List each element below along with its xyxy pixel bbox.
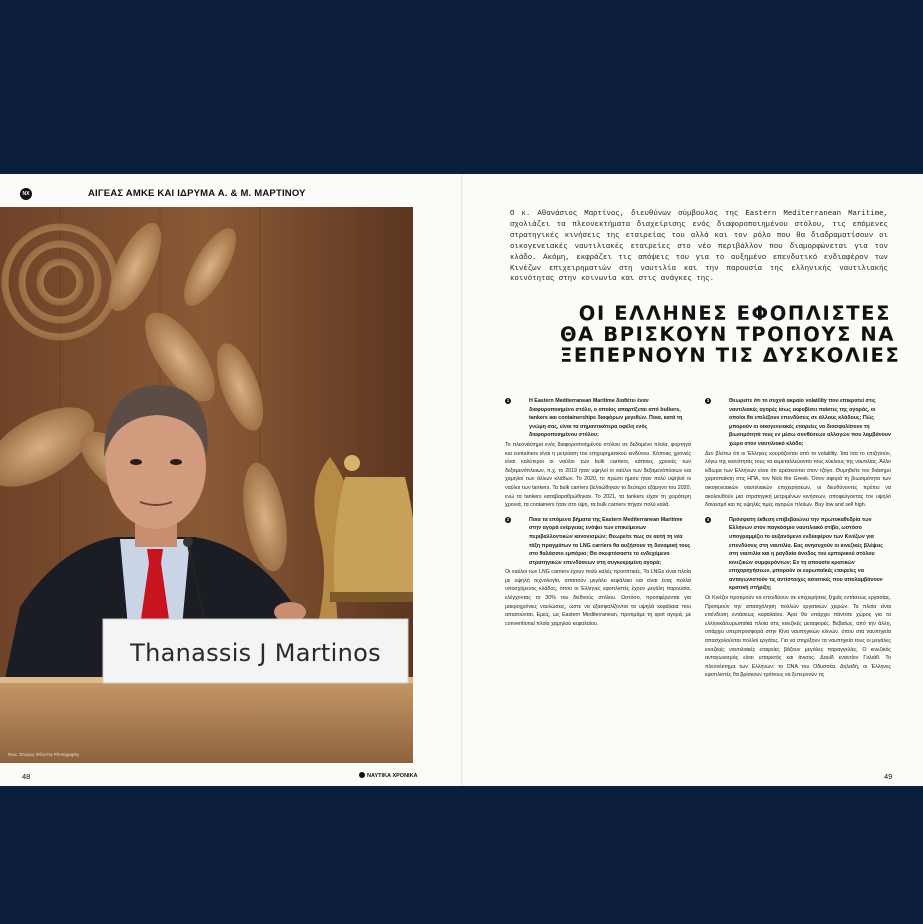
question: 4 Πρόσφατη έκθεση επιβεβαιώνει την πρωτοκαθεδρία των Ελλήνων στον παγκόσμιο ναυτιλιακό στίβο, ωστόσο υπογραμμίζει το αυξανόμενο ενδιαφέρον των Κινέζων για επενδύσεις στη ναυτιλία. Εας ανησυχούν οι κινεζικές βλέψεις στη ναυτιλία και η ραγδαία άνοδος του εμπορικού στόλου κινεζικών συμφερόντων; Εν τη απουσία κρατικών επιχορηγήσεων, μπορούν οι ευρωπαϊκές εταιρείες να ανταγωνιστούν τις αντίστοιχες ασιατικές που απολαμβάνουν κρατική στήριξη;	[706, 516, 884, 592]
page-number-right: 49	[884, 772, 893, 781]
page-header: ΑΙΓΕΑΣ ΑΜΚΕ ΚΑΙ ΙΔΡΥΜΑ Α. & Μ. ΜΑΡΤΙΝΟΥ	[88, 188, 306, 199]
page-number-left: 48	[22, 772, 31, 781]
photo-illustration	[0, 207, 413, 763]
answer: Οι Κινέζοι προτιμούν να επενδύουν σε επιχειρήσεις ξηράς εντάσεως εργασίας. Προτιμούν την απασχόληση πολλών εργατικών χειρών. Τα πλοία είναι επένδυση εντάσεως κεφαλαίου. Άρα θα υπάρχει πάντοτε χώρος για τα ελληνικά/ευρωπαϊκά πλοία στις κινεζικές μεταφορές. Βεβαίως, από την άλλη, υπάρχει υπερπροσφορά στην Κίνα ναυπηγικών κλινών, όπου στα ναυπηγεία απασχολούνται πολλοί εργάτες. Για να στηρίξουν τα ναυπηγεία τους οι μεγάλες κινεζικές ναυτιλιακές εταιρείες βάζουν μεγάλες παραγγελίες. Ο κινεζικός ανταγωνισμός είναι υπαρκτός και άνισος. Δαυίδ εναντίον Γολιάθ. Το πλεονέκτημα των Ελλήνων: το DNA του Οδυσσέα. Δηλαδή, οι Έλληνες εφοπλιστές θα βρίσκουν τρόπους να ξεπερνούν τις	[705, 595, 891, 679]
number-bullet-icon: 2	[506, 516, 510, 522]
magazine-name-text: ΝΑΥΤΙΚΑ ΧΡΟΝΙΚΑ	[367, 773, 418, 779]
text-column-right	[705, 397, 891, 686]
magazine-logo-icon: NX	[20, 188, 32, 200]
portrait-photo	[0, 207, 413, 763]
question: 3 Θεωρείτε ότι το συχνά ακραίο volatility που επικρατεί στις ναυτιλιακές αγορές ίσως εκφοβίσει παίκτες της αγοράς, οι οποίοι θα επιλέξουν επενδύσεις σε άλλους κλάδους; Πώς μπορούν οι οικογενειακές εταιρείες να διασφαλίσουν τη βιωσιμότητά τους εν μέσω συνθέσεων αλλαγών που λαμβάνουν χώρα στον ναυτιλιακό κλάδο;	[706, 398, 891, 447]
qa-block	[505, 516, 691, 629]
nameplate-text: Thanassis J Martinos	[130, 639, 381, 667]
gutter	[461, 174, 463, 786]
qa-block	[705, 397, 891, 510]
magazine-spread	[0, 174, 923, 786]
article-title	[560, 302, 901, 367]
question: 1 Η Eastern Mediterranean Maritime διαθέτει έναν διαφοροποιημένο στόλο, ο οποίος απαρτίζεται από bulkers, tankers και containerships διαφόρων μεγεθών. Ποια, κατά τη γνώμη σας, είναι τα σημαντικότερα οφέλη ενός διαφοροποιημένου στόλου;	[506, 398, 683, 439]
number-bullet-icon: 1	[506, 398, 510, 403]
answer: Το πλεονέκτημα ενός διαφοροποιημένου στόλου σε δεδομένο πλοία, φορτηγά και containers είναι η μετρίαση του επιχειρηματικού κινδύνου. Κάποιες χρονιές είναι καλύτεροι οι ναύλοι των bulk carriers, κάποιες χρονιές των δεξαμενόπλοιων, π.χ. το 2019 ήταν υψηλοί οι ναύλοι των δεξαμενόπλοιων και χαμηλοί των άλλων κλάδων. Το 2020, το πρώτο ήμισυ ήταν πολύ υψηλοί οι ναύλοι των tankers. Τα bulk carriers βελτιώθηκαν το δεύτερο εξάμηνο του 2020, ενώ τα tankers καταβαραθρώθηκαν. Το 2021, τα tankers είχαν τη χειρότερη χρονιά, τα containers ήταν στο ύψη, τα bulk carriers πήγαν πολύ καλά.	[505, 441, 691, 509]
intro-paragraph: Ο κ. Αθανάσιος Μαρτίνος, διευθύνων σύμβουλος της Eastern Mediterranean Maritime, σχολιάζει τα πλεονεκτήματα διαχείρισης ενός διαφοροποιημένου στόλου, τις επόμενες στρατηγικές κινήσεις της εταιρείας του αλλά και τον ρόλο που θα διαδραματίσουν οι οικογενειακές ναυτιλιακές εταιρείες στο νέο περιβάλλον που διαμορφώνεται για τον κλάδο. Ακόμη, εκφράζει τις απόψεις του για το αυξημένο επενδυτικό ενδιαφέρον των Κινέζων επιχειρηματιών στη ναυτιλία και την παρουσία της ελληνικής ναυτιλιακής κοινότητας στην κοινωνία και στις ανάγκες της.	[510, 210, 888, 284]
photo-credit: Φωτ. Σπύρος Φίλιππα Photography	[8, 752, 80, 757]
qa-block	[505, 397, 691, 510]
answer: Δεν βλέπω ότι οι Έλληνες κουράζονται από το volatility. Ίσα ίσα το επιζητούν, λόγω της ικανότητάς τους να εκμεταλλεύονται τους κύκλους της ναυτιλίας. Άλλο είδωμα των Ελλήνων είναι ότι αρέσκονται στον τζόγο. Θυμηθείτε τον διάσημο χαρτοπαίκτη στις ΗΠΑ, τον Nick the Greek. Όσον αφορά τη βιωσιμότητα των οικογενειακών ναυτιλιακών επιχειρήσεων, οι διευθύνοντες πρέπει να ακολουθούν μια στρατηγική μετριμένων κινήσεων, αποφεύγοντας τον υψηλό δανεισμό και τις υψηλές τιμές αγορών πλοίων. Buy low and sell high.	[705, 450, 891, 509]
qa-block	[705, 516, 891, 680]
title-line: ΞΕΠΕΡΝΟΥΝ ΤΙΣ ΔΥΣΚΟΛΙΕΣ	[560, 344, 901, 367]
number-bullet-icon: 3	[706, 398, 710, 403]
text-column-left	[505, 397, 691, 634]
magazine-name	[359, 772, 418, 779]
answer: Οι ναύλοι των LNG carriers έχουν πολύ καλές προοπτικές. Τα LNGs είναι πλοία με υψηλή τεχνολογία, απαιτούν μεγάλο κεφάλαιο και είναι ένας πολλά υποσχόμενος κλάδος, όπου οι Έλληνες εφοπλιστές έχουν μεγάλη παρουσία, ελέγχοντας το 30% του διεθνούς στόλου. Ωστόσο, προσφέρονται για μακροχρόνιες ναυλώσεις, ώστε να εξασφαλίζονται τα υψηλά κεφάλαια που απαιτούνται. Εμείς, ως Eastern Mediterranean, προτιμάμε τη spot αγορά, με conventional πλοία χαμηλού κεφαλαίου.	[505, 569, 691, 627]
title-line: ΘΑ ΒΡΙΣΚΟΥΝ ΤΡΟΠΟΥΣ ΝΑ	[560, 323, 896, 346]
title-line: ΟΙ ΕΛΛΗΝΕΣ ΕΦΟΠΛΙΣΤΕΣ	[578, 302, 891, 325]
number-bullet-icon: 4	[706, 516, 710, 522]
question: 2 Ποια τα επόμενα βήματα της Eastern Mediterranean Maritime στην αγορά ενέργειας ενόψει των επικείμενων περιβαλλοντικών κανονισμών; Θεωρείτε πως σε αυτή τη νέα τάξη πραγμάτων τα LNG carriers θα αυξήσουν τη δυναμική τους στο θαλάσσιο εμπόριο; Θα σκεφτόσαστε το ενδεχόμενο στρατηγικών επενδύσεων στη συγκεκριμένη αγορά;	[506, 516, 691, 566]
magazine-dot-icon	[359, 772, 365, 778]
